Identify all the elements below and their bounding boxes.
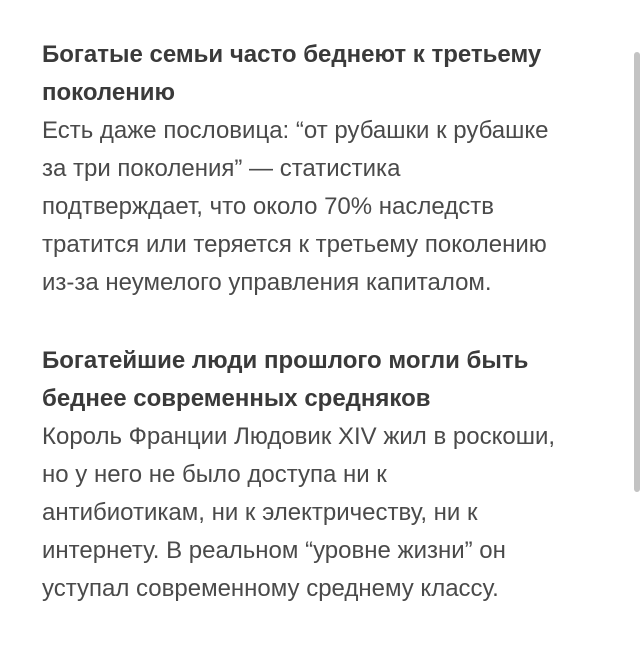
heading-line: Богатые семьи часто беднеют к третьему	[42, 41, 542, 68]
body-line: но у него не было доступа ни к	[42, 461, 387, 488]
heading-line: беднее современных средняков	[42, 385, 431, 412]
body-line: Есть даже пословица: “от рубашки к рубашке	[42, 117, 549, 144]
section-body	[42, 112, 612, 302]
body-line: уступал современному среднему классу.	[42, 575, 499, 602]
body-line: антибиотикам, ни к электричеству, ни к	[42, 499, 478, 526]
body-line: подтверждает, что около 70% наследств	[42, 193, 494, 220]
vertical-scrollbar[interactable]	[634, 52, 640, 492]
body-line: из-за неумелого управления капиталом.	[42, 269, 492, 296]
body-line: за три поколения” — статистика	[42, 155, 401, 182]
fact-section-1	[42, 36, 612, 302]
section-heading	[42, 342, 612, 418]
body-line: тратится или теряется к третьему поколению	[42, 231, 547, 258]
heading-line: поколению	[42, 79, 175, 106]
section-body	[42, 418, 612, 608]
heading-line: Богатейшие люди прошлого могли быть	[42, 347, 529, 374]
section-heading	[42, 36, 612, 112]
body-line: интернету. В реальном “уровне жизни” он	[42, 537, 506, 564]
body-line: Король Франции Людовик XIV жил в роскоши,	[42, 423, 556, 450]
fact-section-2	[42, 342, 612, 608]
article-content	[42, 36, 612, 648]
